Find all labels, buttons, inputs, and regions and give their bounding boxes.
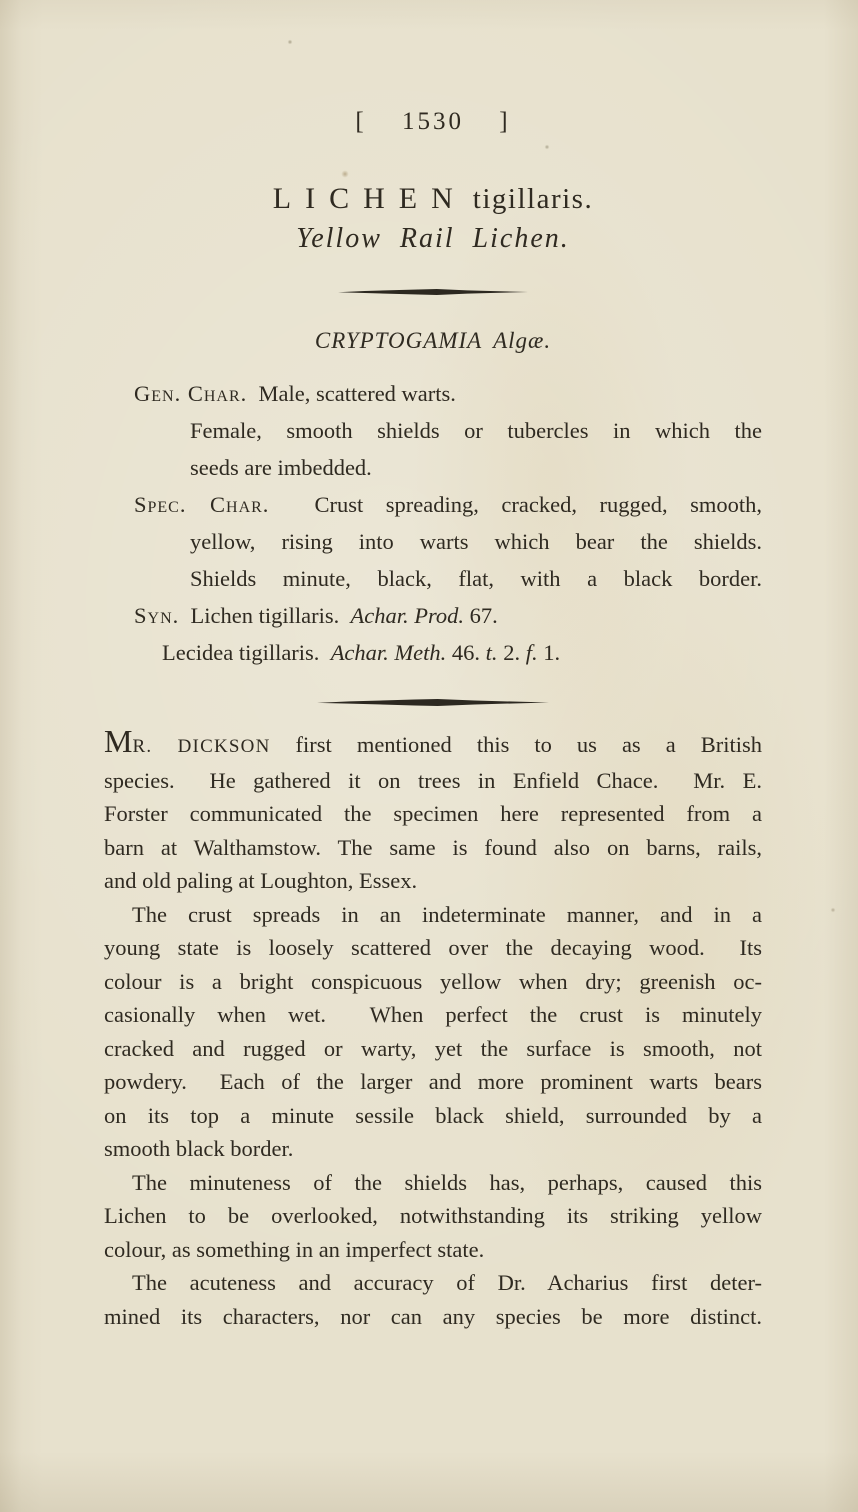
text-segment: and old paling at Loughton, Essex.	[104, 868, 418, 893]
paragraph	[104, 1166, 762, 1267]
text-segment: 67.	[464, 603, 498, 628]
text-line	[104, 898, 762, 932]
page-number: [ 1530 ]	[355, 108, 511, 135]
paragraph	[104, 725, 762, 898]
text-segment: barn at Walthamstow. The same is found also on barns, rails,	[104, 834, 762, 860]
text-segment: cracked and rugged or warty, yet the surface is smooth, not	[104, 1035, 762, 1061]
species-epithet: tigillaris.	[472, 183, 594, 215]
text-segment: The acuteness and accuracy of Dr. Acharius first deter-	[132, 1270, 762, 1295]
text-line	[104, 864, 762, 898]
genus-name: LICHEN	[272, 182, 467, 215]
text-segment: Syn.	[134, 603, 180, 628]
text-line	[104, 597, 762, 634]
text-segment: Crust spreading, cracked, rugged, smooth,	[269, 492, 762, 517]
text-segment: mined its characters, nor can any species be more distinct.	[104, 1303, 762, 1329]
text-line	[104, 725, 762, 764]
text-line	[104, 634, 762, 671]
text-line	[104, 560, 762, 597]
text-line	[104, 965, 762, 999]
common-name: Yellow Rail Lichen.	[296, 223, 570, 254]
text-segment: colour, as something in an imperfect state.	[104, 1236, 485, 1262]
text-line	[104, 931, 762, 965]
text-segment: Lichen tigillaris.	[179, 603, 351, 628]
text-line	[104, 1065, 762, 1099]
text-segment: Achar. Meth.	[330, 640, 447, 665]
paragraph	[104, 898, 762, 1166]
text-segment: 46.	[446, 640, 486, 665]
text-line	[104, 1166, 762, 1200]
text-block	[104, 0, 762, 1333]
text-segment: yellow, rising into warts which bear the shields.	[190, 529, 762, 554]
text-line	[104, 1199, 762, 1233]
text-segment: M	[104, 723, 133, 759]
text-line	[104, 998, 762, 1032]
text-segment: Forster communicated the specimen here represented from a	[104, 801, 762, 826]
characters-section	[104, 375, 762, 671]
text-segment: The crust spreads in an indeterminate manner, and in a	[132, 901, 762, 927]
text-line	[104, 449, 762, 486]
text-line	[104, 486, 762, 523]
species-title	[104, 182, 762, 216]
text-segment: Shields minute, black, flat, with a black border.	[190, 566, 762, 591]
text-line	[104, 831, 762, 865]
text-segment: 2.	[497, 640, 526, 665]
text-segment: casionally when wet. When perfect the crust is minutely	[104, 1002, 762, 1027]
text-line	[104, 1032, 762, 1066]
text-segment: colour is a bright conspicuous yellow when dry; greenish oc-	[104, 968, 762, 994]
text-segment: young state is loosely scattered over the decaying wood. Its	[104, 935, 762, 960]
text-segment: seeds are imbedded.	[190, 455, 372, 480]
text-segment: Gen. Char.	[134, 381, 248, 406]
swelled-rule-middle	[317, 699, 549, 706]
text-segment: f.	[525, 640, 538, 665]
text-line	[104, 1266, 762, 1300]
text-segment: Lecidea tigillaris.	[162, 640, 331, 665]
swelled-rule-top	[338, 289, 528, 295]
description-section	[104, 725, 762, 1333]
text-line	[104, 1233, 762, 1267]
text-line	[104, 1132, 762, 1166]
text-segment: Male, scattered warts.	[247, 381, 456, 406]
text-segment: Spec. Char.	[134, 492, 270, 517]
text-segment: Lichen to be overlooked, notwithstanding its striking yellow	[104, 1203, 762, 1228]
taxonomy-heading: CRYPTOGAMIA Algæ.	[314, 328, 552, 353]
text-line	[104, 523, 762, 560]
text-segment: Female, smooth shields or tubercles in which the	[190, 418, 762, 443]
text-line	[104, 764, 762, 798]
text-line	[104, 412, 762, 449]
text-segment: Achar. Prod.	[350, 603, 465, 628]
text-line	[104, 375, 762, 412]
text-segment: The minuteness of the shields has, perhaps, caused this	[132, 1169, 762, 1195]
text-line	[104, 797, 762, 831]
paragraph	[104, 1266, 762, 1333]
text-line	[104, 1300, 762, 1334]
text-line	[104, 1099, 762, 1133]
text-segment: first mentioned this to us as a British	[270, 732, 763, 757]
text-segment: t.	[485, 640, 498, 665]
text-segment: species. He gathered it on trees in Enfield Chace. Mr. E.	[104, 767, 762, 793]
text-segment: powdery. Each of the larger and more prominent warts bears	[104, 1069, 762, 1094]
text-segment: smooth black border.	[104, 1136, 294, 1161]
text-segment: on its top a minute sessile black shield, surrounded by a	[104, 1102, 762, 1128]
text-segment: 1.	[537, 640, 561, 665]
text-segment: R. DICKSON	[132, 736, 271, 757]
